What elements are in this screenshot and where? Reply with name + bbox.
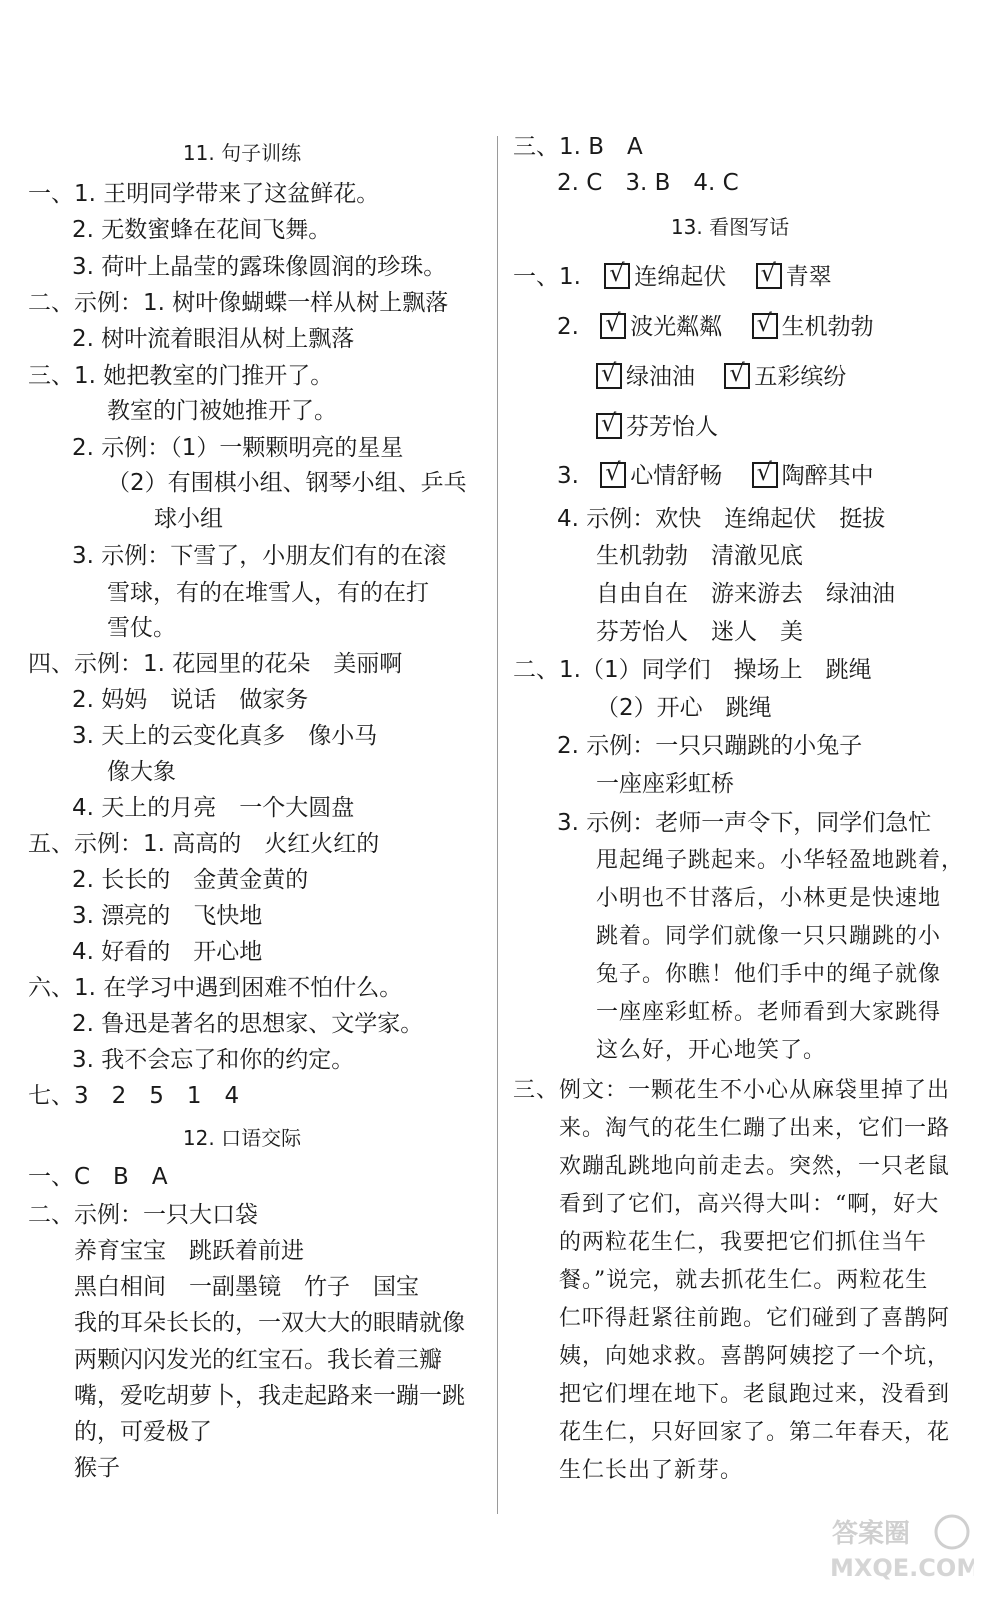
section-title-13: 13. 看图写话 <box>670 215 790 239</box>
watermark-title: 答案圈 <box>832 1519 911 1549</box>
answer-line: 黑白相间 一副墨镜 竹子 国宝 <box>74 1274 419 1300</box>
answer-line: （2）有围棋小组、钢琴小组、乒乓 <box>107 470 467 496</box>
answer-line <box>557 313 874 339</box>
answer-line: 猴子 <box>74 1455 120 1481</box>
answer-line: 六、1. 在学习中遇到困难不怕什么。 <box>28 975 403 1001</box>
checkmark-box-icon <box>596 363 622 389</box>
answer-line: 球小组 <box>154 506 223 532</box>
checked-word: 连绵起伏 <box>634 264 727 290</box>
handwritten-line: 餐。”说完，就去抓花生仁。两粒花生 <box>559 1268 929 1293</box>
handwritten-line: 甩起绳子跳起来。小华轻盈地跳着， <box>596 848 965 873</box>
answer-line <box>596 363 846 389</box>
answer-line: 二、示例：一只大口袋 <box>28 1202 258 1228</box>
answer-line: 2. 无数蜜蜂在花间飞舞。 <box>72 217 332 243</box>
answer-line: 2. 长长的 金黄金黄的 <box>72 867 309 893</box>
checked-word: 生机勃勃 <box>781 314 874 340</box>
answer-line: 两颗闪闪发光的红宝石。我长着三瓣 <box>74 1347 442 1373</box>
answer-line: 一、C B A <box>28 1164 168 1190</box>
handwritten-line: 姨，向她求救。喜鹊阿姨挖了一个坑， <box>559 1344 951 1369</box>
checked-word: 心情舒畅 <box>630 463 723 489</box>
answer-line: 五、示例：1. 高高的 火红火红的 <box>28 831 380 857</box>
answer-line: 生机勃勃 清澈见底 <box>596 543 803 569</box>
handwritten-line: 一座座彩虹桥。老师看到大家跳得 <box>596 1000 942 1025</box>
checkmark-box-icon <box>600 313 626 339</box>
handwritten-line: 兔子。你瞧！他们手中的绳子就像 <box>596 962 942 987</box>
answer-line: 嘴，爱吃胡萝卜，我走起路来一蹦一跳 <box>74 1383 465 1409</box>
checkmark-box-icon <box>752 462 778 488</box>
checkmark-box-icon <box>724 363 750 389</box>
answer-line: 雪仗。 <box>107 615 176 641</box>
answer-line <box>513 263 832 289</box>
section-title-11: 11. 句子训练 <box>182 141 302 165</box>
answer-line: 4. 好看的 开心地 <box>72 939 263 965</box>
checkmark-box-icon <box>596 413 622 439</box>
answer-line: （2）开心 跳绳 <box>596 695 772 721</box>
answer-line: 2. 树叶流着眼泪从树上飘落 <box>72 326 355 352</box>
answer-line: 2. 示例：（1）一颗颗明亮的星星 <box>72 435 404 461</box>
column-divider <box>497 136 498 1514</box>
answer-line: 三、1. B A <box>513 134 643 160</box>
watermark-graphic <box>824 1512 974 1582</box>
answer-line: 养育宝宝 跳跃着前进 <box>74 1238 304 1264</box>
handwritten-line: 把它们埋在地下。老鼠跑过来，没看到 <box>559 1382 951 1407</box>
checkmark-box-icon <box>600 462 626 488</box>
answer-line: 一座座彩虹桥 <box>596 771 734 797</box>
answer-line: 3. 示例：下雪了，小朋友们有的在滚 <box>72 543 447 569</box>
answer-line: 雪球，有的在堆雪人，有的在打 <box>107 580 429 606</box>
answer-line: 3. 漂亮的 飞快地 <box>72 903 263 929</box>
answer-line: 四、示例：1. 花园里的花朵 美丽啊 <box>28 651 403 677</box>
handwritten-line: 小明也不甘落后，小林更是快速地 <box>596 886 942 911</box>
answer-line: 一、1. 王明同学带来了这盆鲜花。 <box>28 181 380 207</box>
answer-line: 自由自在 游来游去 绿油油 <box>596 581 895 607</box>
handwritten-line: 看到了它们，高兴得大叫：“啊，好大 <box>559 1192 940 1217</box>
answer-line: 3. 示例：老师一声令下，同学们急忙 <box>557 810 932 836</box>
checkmark-box-icon <box>756 263 782 289</box>
handwritten-line: 的两粒花生仁，我要把它们抓住当午 <box>559 1230 928 1255</box>
answer-line: 二、示例：1. 树叶像蝴蝶一样从树上飘落 <box>28 290 449 316</box>
checked-word: 芬芳怡人 <box>626 414 718 440</box>
answer-line: 4. 天上的月亮 一个大圆盘 <box>72 795 355 821</box>
answer-line <box>557 462 874 488</box>
handwritten-line: 这么好，开心地笑了。 <box>596 1038 827 1063</box>
handwritten-line: 来。淘气的花生仁蹦了出来，它们一路 <box>559 1116 951 1141</box>
answer-line: 七、3 2 5 1 4 <box>28 1083 240 1109</box>
handwritten-line: 欢蹦乱跳地向前走去。突然，一只老鼠 <box>559 1154 951 1179</box>
handwritten-line: 仁吓得赶紧往前跑。它们碰到了喜鹊阿 <box>559 1306 951 1331</box>
answer-line: 2. 妈妈 说话 做家务 <box>72 687 309 713</box>
answer-line: 3. 天上的云变化真多 像小马 <box>72 723 378 749</box>
handwritten-line: 跳着。同学们就像一只只蹦跳的小 <box>596 924 942 949</box>
answer-line: 2. 鲁迅是著名的思想家、文学家。 <box>72 1011 424 1037</box>
answer-line: 3. 荷叶上晶莹的露珠像圆润的珍珠。 <box>72 254 447 280</box>
item-number: 3. <box>557 463 579 489</box>
checked-word: 陶醉其中 <box>781 463 874 489</box>
answer-line: 三、1. 她把教室的门推开了。 <box>28 363 334 389</box>
handwritten-line: 花生仁，只好回家了。第二年春天，花 <box>559 1420 951 1445</box>
answer-line: 芬芳怡人 迷人 美 <box>596 619 803 645</box>
answer-line <box>596 413 718 439</box>
answer-line: 2. C 3. B 4. C <box>557 170 739 196</box>
checked-word: 波光粼粼 <box>630 314 723 340</box>
answer-line: 的，可爱极了 <box>74 1419 212 1445</box>
watermark-url: MXQE.COM <box>830 1554 974 1582</box>
checkmark-box-icon <box>604 263 630 289</box>
checked-word: 五彩缤纷 <box>754 364 847 390</box>
answer-line: 2. 示例：一只只蹦跳的小兔子 <box>557 733 863 759</box>
checked-word: 绿油油 <box>626 364 695 390</box>
item-number: 2. <box>557 314 579 340</box>
answer-line: 像大象 <box>107 759 176 785</box>
handwritten-line: 三、例文：一颗花生不小心从麻袋里掉了出 <box>513 1078 951 1103</box>
section-title-12: 12. 口语交际 <box>182 1126 302 1150</box>
watermark-logo <box>824 1512 974 1582</box>
answer-line: 3. 我不会忘了和你的约定。 <box>72 1047 355 1073</box>
answer-line: 二、1.（1）同学们 操场上 跳绳 <box>513 657 872 683</box>
answer-line: 教室的门被她推开了。 <box>107 398 337 424</box>
item-number: 一、1. <box>513 264 581 290</box>
checked-word: 青翠 <box>785 264 832 290</box>
answer-line: 4. 示例：欢快 连绵起伏 挺拔 <box>557 506 886 532</box>
answer-line: 我的耳朵长长的，一双大大的眼睛就像 <box>74 1310 465 1336</box>
checkmark-box-icon <box>752 313 778 339</box>
handwritten-line: 生仁长出了新芽。 <box>559 1458 744 1483</box>
